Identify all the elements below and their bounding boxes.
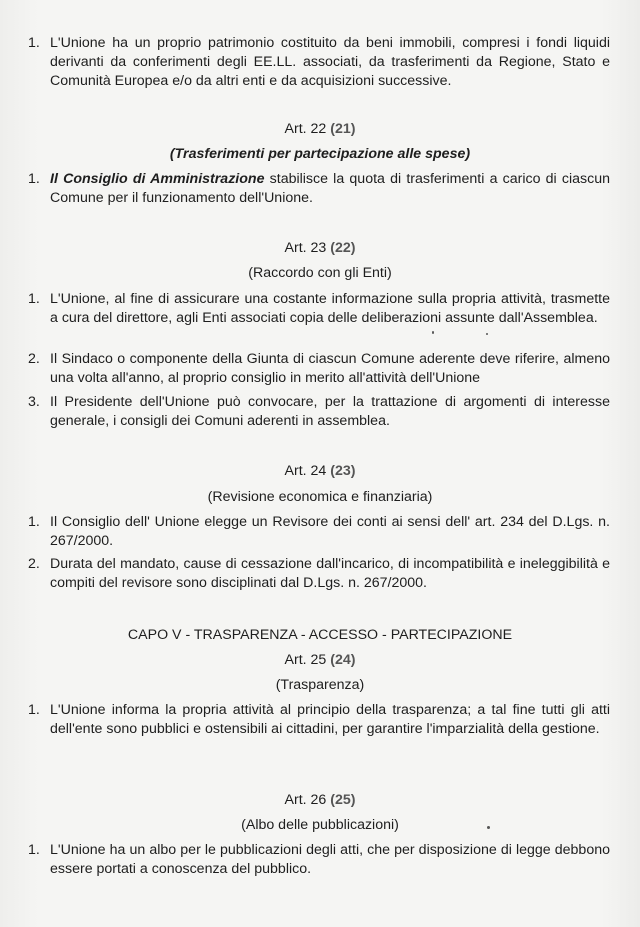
item-number: 2. bbox=[28, 556, 40, 572]
item-number: 1. bbox=[28, 702, 40, 718]
art23-heading bbox=[0, 239, 640, 258]
item-text: Il Presidente dell'Unione può convocare, per la trattazione di argomenti di interesse generale, i consigli dei Comuni aderenti in assemblea. bbox=[50, 394, 610, 429]
scan-speck bbox=[486, 333, 488, 335]
article-label: Art. 24 bbox=[284, 463, 327, 479]
art26-heading bbox=[0, 791, 640, 810]
art23-item-1 bbox=[28, 290, 610, 328]
article-original-number: (24) bbox=[330, 652, 356, 668]
article-original-number: (25) bbox=[330, 792, 356, 808]
art23-title: (Raccordo con gli Enti) bbox=[248, 265, 392, 281]
art24-item-2 bbox=[28, 555, 610, 593]
article-original-number: (23) bbox=[330, 463, 356, 479]
item-text: L'Unione ha un albo per le pubblicazioni degli atti, che per disposizione di legge debbono essere portati a conoscenza del pubblico. bbox=[50, 842, 610, 877]
scan-speck bbox=[432, 331, 434, 334]
art23-item-3 bbox=[28, 393, 610, 431]
art23-item-2 bbox=[28, 350, 610, 388]
art26-item-1 bbox=[28, 841, 610, 879]
item-text: Il Sindaco o componente della Giunta di ciascun Comune aderente deve riferire, almeno una volta all'anno, al proprio consiglio in merito all'attività dell'Unione bbox=[50, 351, 610, 386]
item-text bbox=[50, 170, 610, 208]
item-text: Il Consiglio dell' Unione elegge un Revisore dei conti ai sensi dell' art. 234 del D.Lgs. n. 267/2000. bbox=[50, 514, 610, 549]
item-text: L'Unione ha un proprio patrimonio costituito da beni immobili, compresi i fondi liquidi derivanti da conferimenti degli EE.LL. associati, da trasferimenti da Regione, Stato e Comunità Europea e/o da altri enti e da acquisizioni successive. bbox=[50, 35, 610, 89]
chapter-heading: CAPO V - TRASPARENZA - ACCESSO - PARTECIPAZIONE bbox=[127, 627, 513, 643]
art22-title: (Trasferimenti per partecipazione alle spese) bbox=[169, 146, 471, 162]
art26-title: (Albo delle pubblicazioni) bbox=[241, 817, 399, 833]
art24-title: (Revisione economica e finanziaria) bbox=[207, 489, 433, 505]
article-original-number: (21) bbox=[330, 121, 356, 137]
item-number: 1. bbox=[28, 291, 40, 307]
item-text-rest: stabilisce la quota di trasferimenti a carico di ciascun Comune per il funzionamento dell'Unione. bbox=[50, 171, 610, 206]
article-original-number: (22) bbox=[330, 240, 356, 256]
item-text: Durata del mandato, cause di cessazione dall'incarico, di incompatibilità e ineleggibilità e compiti del revisore sono disciplinati dal D.Lgs. n. 267/2000. bbox=[50, 556, 610, 591]
art25-heading bbox=[0, 651, 640, 670]
art24-heading bbox=[0, 462, 640, 481]
art25-item-1 bbox=[28, 701, 610, 739]
patrimonio-item bbox=[28, 34, 610, 91]
article-label: Art. 26 bbox=[284, 792, 327, 808]
item-text: L'Unione informa la propria attività al principio della trasparenza; a tal fine tutti gli atti dell'ente sono pubblici e ostensibili ai cittadini, per garantire l'imparzialità della gestione. bbox=[50, 702, 610, 737]
article-label: Art. 25 bbox=[284, 652, 327, 668]
item-emphasis: Il Consiglio di Amministrazione bbox=[50, 171, 265, 187]
item-number: 1. bbox=[28, 842, 40, 858]
item-number: 1. bbox=[28, 35, 40, 51]
item-number: 1. bbox=[28, 171, 40, 187]
article-label: Art. 22 bbox=[284, 121, 327, 137]
art22-heading bbox=[0, 120, 640, 139]
scan-speck bbox=[487, 826, 490, 829]
art22-item-1 bbox=[28, 170, 610, 208]
item-number: 1. bbox=[28, 514, 40, 530]
item-number: 2. bbox=[28, 351, 40, 367]
art24-item-1 bbox=[28, 513, 610, 551]
article-label: Art. 23 bbox=[284, 240, 327, 256]
item-number: 3. bbox=[28, 394, 40, 410]
item-text: L'Unione, al fine di assicurare una costante informazione sulla propria attività, trasmette a cura del direttore, agli Enti associati copia delle deliberazioni assunte dall'Assemblea. bbox=[50, 291, 610, 326]
art25-title: (Trasparenza) bbox=[275, 677, 365, 693]
